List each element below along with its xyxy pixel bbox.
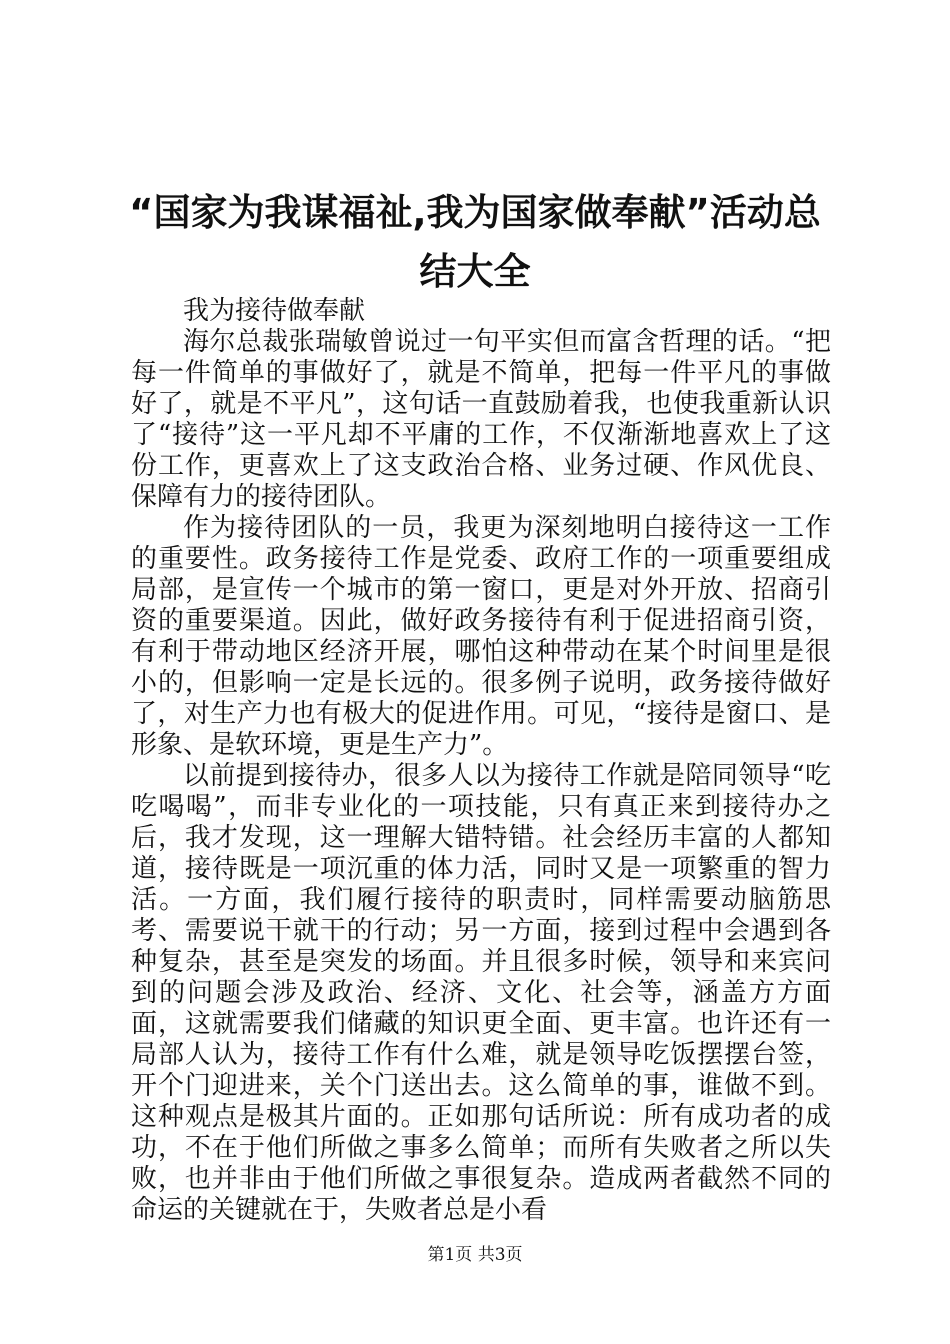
paragraph-subtitle: 我为接待做奉献 (183, 296, 366, 326)
paragraph: 海尔总裁张瑞敏曾说过一句平实但而富含哲理的话。“把每一件简单的事做好了，就是不简单，把每一件平凡的事做好了，就是不平凡”，这句话一直鼓励着我，也使我重新认识了“接待”这一平凡却不平庸的工作，不仅渐渐地喜欢上了这份工作，更喜欢上了这支政治合格、业务过硬、作风优良、保障有力的接待团队。 (131, 327, 831, 512)
paragraph: 以前提到接待办，很多人以为接待工作就是陪同领导“吃吃喝喝”，而非专业化的一项技能，只有真正来到接待办之后，我才发现，这一理解大错特错。社会经历丰富的人都知道，接待既是一项沉重的体力活，同时又是一项繁重的智力活。一方面，我们履行接待的职责时，同样需要动脑筋思考、需要说干就干的行动；另一方面，接到过程中会遇到各种复杂，甚至是突发的场面。并且很多时候，领导和来宾问到的问题会涉及政治、经济、文化、社会等，涵盖方方面面，这就需要我们储藏的知识更全面、更丰富。也许还有一局部人认为，接待工作有什么难，就是领导吃饭摆摆台签，开个门迎进来，关个门送出去。这么简单的事，谁做不到。这种观点是极其片面的。正如那句话所说：所有成功者的成功，不在于他们所做之事多么简单；而所有失败者之所以失败，也并非由于他们所做之事很复杂。造成两者截然不同的命运的关键就在于，失败者总是小看 (131, 761, 831, 1225)
document-title: “国家为我谋福祉,我为国家做奉献”活动总结大全 (129, 191, 821, 293)
paragraph: 作为接待团队的一员，我更为深刻地明白接待这一工作的重要性。政务接待工作是党委、政府工作的一项重要组成局部，是宣传一个城市的第一窗口，更是对外开放、招商引资的重要渠道。因此，做好政务接待有利于促进招商引资，有利于带动地区经济开展，哪怕这种带动在某个时间里是很小的，但影响一定是长远的。很多例子说明，政务接待做好了，对生产力也有极大的促进作用。可见，“接待是窗口、是形象、是软环境，更是生产力”。 (131, 513, 831, 760)
document-body (131, 296, 831, 1226)
page-footer (0, 1245, 950, 1265)
page-number: 第1页 共3页 (427, 1245, 523, 1265)
